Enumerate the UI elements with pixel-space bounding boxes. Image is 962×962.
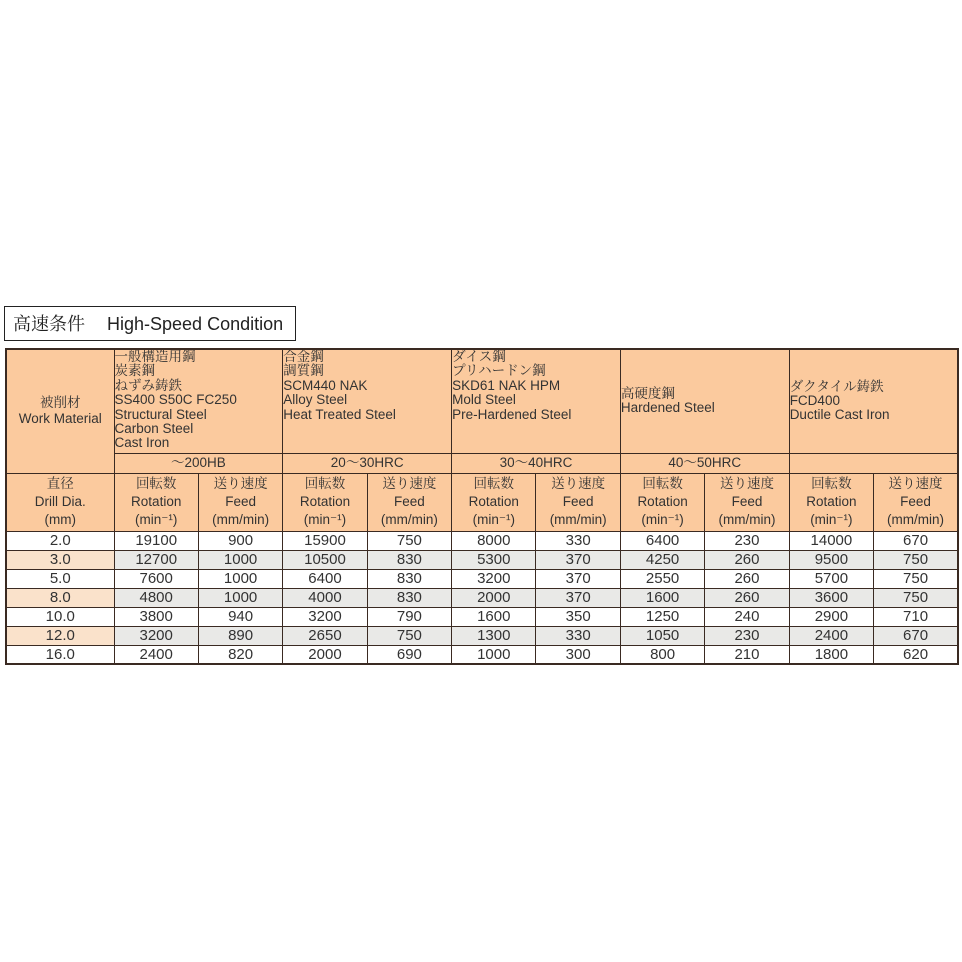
- feed-header-line: 送り速度: [719, 476, 774, 491]
- value-cell: 5300: [452, 550, 536, 569]
- drill-dia-cell: 8.0: [6, 588, 114, 607]
- feed-header-line: Feed: [225, 494, 256, 509]
- value-cell: 3800: [114, 607, 198, 626]
- value-cell: 830: [367, 550, 451, 569]
- material-line: Heat Treated Steel: [283, 406, 396, 422]
- value-cell: 3200: [114, 626, 198, 645]
- material-header-row: [6, 349, 958, 453]
- drill-dia-cell: 5.0: [6, 569, 114, 588]
- feed-header-cell-1: [367, 473, 451, 531]
- material-header-cell-0: [114, 349, 283, 453]
- speed-condition-table: [5, 348, 959, 665]
- feed-header-line: Feed: [731, 494, 763, 509]
- data-row: [6, 645, 958, 664]
- value-cell: 750: [874, 569, 958, 588]
- drill-dia-cell: 12.0: [6, 626, 114, 645]
- value-cell: 1000: [198, 550, 282, 569]
- drill-dia-cell: 10.0: [6, 607, 114, 626]
- material-line: Structural Steel: [114, 406, 207, 422]
- drill-dia-header-cell: [6, 473, 114, 531]
- feed-header-line: Feed: [394, 494, 425, 509]
- value-cell: 2400: [114, 645, 198, 664]
- value-cell: 670: [874, 531, 958, 550]
- rotation-header-line: (min⁻¹): [810, 512, 853, 527]
- value-cell: 10500: [283, 550, 367, 569]
- value-cell: 900: [198, 531, 282, 550]
- value-cell: 2650: [283, 626, 367, 645]
- data-row: [6, 550, 958, 569]
- value-cell: 8000: [452, 531, 536, 550]
- value-cell: 710: [874, 607, 958, 626]
- hardness-range-cell-3: 40～50HRC: [620, 453, 789, 473]
- rotation-header-line: 回転数: [135, 476, 177, 491]
- value-cell: 750: [367, 626, 451, 645]
- material-line: 高硬度鋼: [620, 385, 675, 401]
- data-row: [6, 531, 958, 550]
- value-cell: 4800: [114, 588, 198, 607]
- work-material-jp: 被削材: [40, 395, 81, 411]
- value-cell: 2000: [452, 588, 536, 607]
- feed-header-line: (mm/min): [549, 512, 607, 527]
- rotation-header-line: (min⁻¹): [135, 512, 178, 527]
- value-cell: 830: [367, 588, 451, 607]
- value-cell: 1000: [198, 588, 282, 607]
- value-cell: 1000: [452, 645, 536, 664]
- rotation-header-cell-1: [283, 473, 367, 531]
- value-cell: 4250: [620, 550, 704, 569]
- value-cell: 3600: [789, 588, 873, 607]
- value-cell: 1000: [198, 569, 282, 588]
- data-row: [6, 626, 958, 645]
- feed-header-line: (mm/min): [212, 512, 270, 527]
- value-cell: 750: [367, 531, 451, 550]
- hardness-range-cell-4: [789, 453, 958, 473]
- value-cell: 240: [705, 607, 789, 626]
- value-cell: 260: [705, 569, 789, 588]
- hardness-range-cell-1: 20～30HRC: [283, 453, 452, 473]
- material-line: Pre-Hardened Steel: [452, 406, 572, 422]
- value-cell: 790: [367, 607, 451, 626]
- drill-dia-cell: 3.0: [6, 550, 114, 569]
- value-cell: 350: [536, 607, 620, 626]
- value-cell: 330: [536, 626, 620, 645]
- feed-header-cell-4: [874, 473, 958, 531]
- feed-header-cell-3: [705, 473, 789, 531]
- value-cell: 670: [874, 626, 958, 645]
- value-cell: 300: [536, 645, 620, 664]
- material-line: SCM440 NAK: [283, 377, 368, 393]
- material-line: Carbon Steel: [114, 421, 194, 437]
- material-line: プリハードン鋼: [452, 363, 546, 379]
- feed-header-line: Feed: [562, 494, 594, 509]
- drill-dia-header-line: (mm): [44, 512, 76, 527]
- feed-header-cell-0: [198, 473, 282, 531]
- material-line: Ductile Cast Iron: [789, 407, 890, 423]
- page-title-jp: 高速条件: [13, 314, 85, 334]
- material-line: Alloy Steel: [283, 392, 348, 408]
- work-material-en: Work Material: [18, 411, 102, 427]
- value-cell: 230: [705, 531, 789, 550]
- value-cell: 890: [198, 626, 282, 645]
- value-cell: 1300: [452, 626, 536, 645]
- value-cell: 800: [620, 645, 704, 664]
- value-cell: 9500: [789, 550, 873, 569]
- material-line: ダイス鋼: [452, 349, 506, 364]
- feed-header-line: 送り速度: [382, 476, 437, 491]
- material-line: Hardened Steel: [620, 400, 715, 416]
- value-cell: 7600: [114, 569, 198, 588]
- value-cell: 690: [367, 645, 451, 664]
- material-header-cell-2: [452, 349, 621, 453]
- page-title: [4, 306, 296, 341]
- rotation-header-line: Rotation: [637, 494, 688, 509]
- value-cell: 260: [705, 550, 789, 569]
- hardness-row: [6, 453, 958, 473]
- rotation-header-cell-3: [620, 473, 704, 531]
- material-line: SS400 S50C FC250: [114, 392, 237, 408]
- feed-header-line: (mm/min): [380, 512, 438, 527]
- value-cell: 2000: [283, 645, 367, 664]
- value-cell: 15900: [283, 531, 367, 550]
- value-cell: 3200: [283, 607, 367, 626]
- value-cell: 370: [536, 569, 620, 588]
- value-cell: 12700: [114, 550, 198, 569]
- hardness-range-cell-0: ～200HB: [114, 453, 283, 473]
- material-header-cell-4: [789, 349, 958, 453]
- value-cell: 6400: [283, 569, 367, 588]
- material-line: Cast Iron: [114, 435, 170, 451]
- value-cell: 19100: [114, 531, 198, 550]
- value-cell: 830: [367, 569, 451, 588]
- value-cell: 1250: [620, 607, 704, 626]
- rotation-header-line: (min⁻¹): [472, 512, 515, 527]
- material-line: ねずみ鋳鉄: [114, 377, 182, 393]
- value-cell: 14000: [789, 531, 873, 550]
- value-cell: 1600: [620, 588, 704, 607]
- value-cell: 2900: [789, 607, 873, 626]
- subheader-row: [6, 473, 958, 531]
- rotation-header-line: (min⁻¹): [303, 512, 347, 527]
- rotation-header-line: Rotation: [131, 494, 182, 509]
- value-cell: 1800: [789, 645, 873, 664]
- drill-dia-cell: 2.0: [6, 531, 114, 550]
- value-cell: 6400: [620, 531, 704, 550]
- data-row: [6, 607, 958, 626]
- value-cell: 210: [705, 645, 789, 664]
- material-line: Mold Steel: [452, 392, 516, 408]
- value-cell: 5700: [789, 569, 873, 588]
- value-cell: 1050: [620, 626, 704, 645]
- work-material-label: [6, 349, 114, 473]
- material-header-cell-1: [283, 349, 452, 453]
- material-line: 調質鋼: [283, 363, 324, 379]
- value-cell: 330: [536, 531, 620, 550]
- value-cell: 750: [874, 550, 958, 569]
- value-cell: 260: [705, 588, 789, 607]
- value-cell: 230: [705, 626, 789, 645]
- feed-header-line: (mm/min): [718, 512, 776, 527]
- feed-header-line: 送り速度: [213, 476, 268, 491]
- material-line: SKD61 NAK HPM: [452, 377, 561, 393]
- value-cell: 940: [198, 607, 282, 626]
- feed-header-line: (mm/min): [887, 512, 945, 527]
- rotation-header-line: Rotation: [468, 494, 519, 509]
- feed-header-line: 送り速度: [888, 476, 943, 491]
- rotation-header-cell-2: [452, 473, 536, 531]
- value-cell: 2550: [620, 569, 704, 588]
- rotation-header-line: 回転数: [473, 476, 515, 491]
- value-cell: 820: [198, 645, 282, 664]
- value-cell: 1600: [452, 607, 536, 626]
- material-line: 一般構造用鋼: [114, 349, 196, 364]
- rotation-header-cell-4: [789, 473, 873, 531]
- value-cell: 2400: [789, 626, 873, 645]
- value-cell: 750: [874, 588, 958, 607]
- material-line: 合金鋼: [283, 349, 324, 364]
- value-cell: 370: [536, 588, 620, 607]
- rotation-header-line: Rotation: [806, 494, 857, 509]
- value-cell: 620: [874, 645, 958, 664]
- material-header-cell-3: [620, 349, 789, 453]
- feed-header-cell-2: [536, 473, 620, 531]
- rotation-header-line: (min⁻¹): [641, 512, 684, 527]
- value-cell: 3200: [452, 569, 536, 588]
- rotation-header-line: Rotation: [299, 494, 351, 509]
- feed-header-line: Feed: [900, 494, 931, 509]
- drill-dia-cell: 16.0: [6, 645, 114, 664]
- material-line: 炭素鋼: [114, 363, 155, 379]
- material-line: FCD400: [789, 393, 840, 409]
- rotation-header-cell-0: [114, 473, 198, 531]
- value-cell: 370: [536, 550, 620, 569]
- hardness-range-cell-2: 30～40HRC: [452, 453, 621, 473]
- drill-dia-header-line: Drill Dia.: [34, 494, 86, 509]
- rotation-header-line: 回転数: [811, 476, 852, 491]
- drill-dia-header-line: 直径: [46, 476, 74, 491]
- data-row: [6, 588, 958, 607]
- rotation-header-line: 回転数: [304, 476, 346, 491]
- value-cell: 4000: [283, 588, 367, 607]
- rotation-header-line: 回転数: [642, 476, 683, 491]
- material-line: ダクタイル鋳鉄: [789, 378, 884, 394]
- page-title-en: High-Speed Condition: [107, 314, 284, 334]
- feed-header-line: 送り速度: [551, 476, 606, 491]
- data-row: [6, 569, 958, 588]
